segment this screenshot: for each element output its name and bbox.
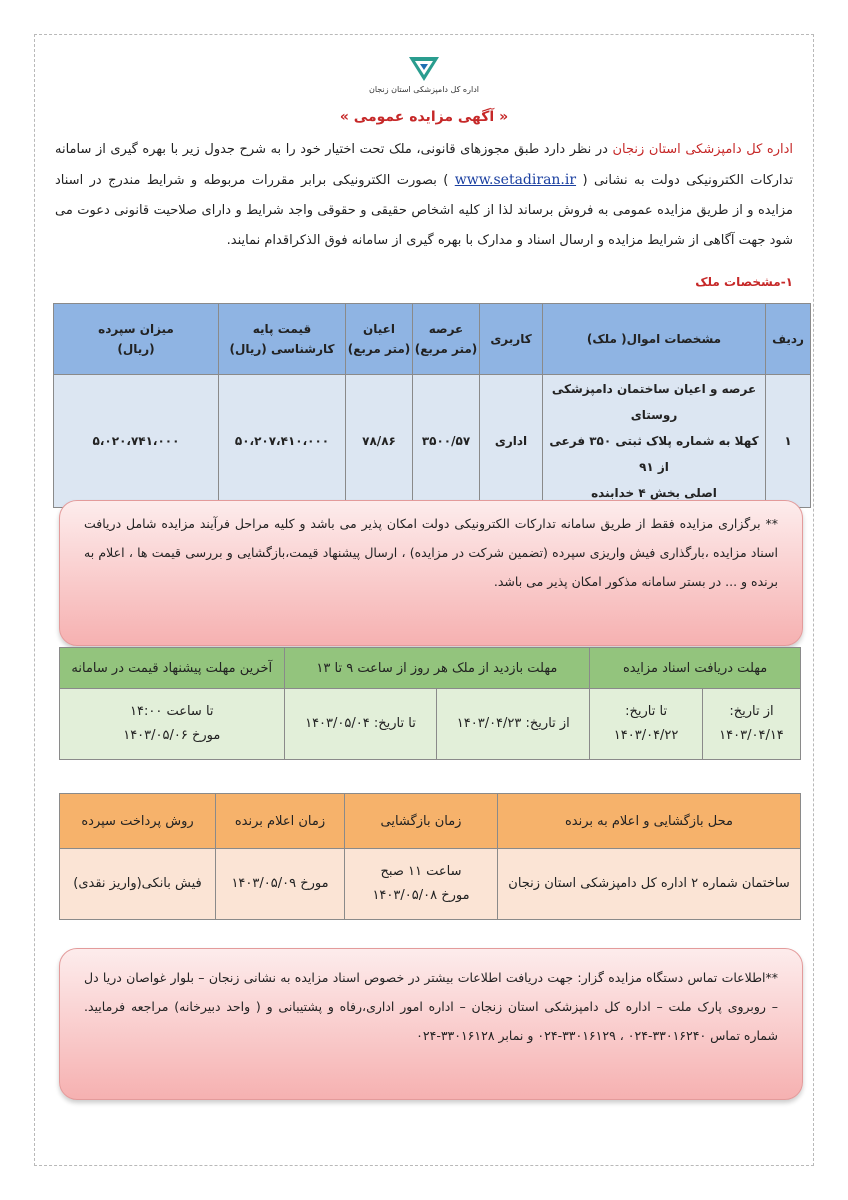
electronic-auction-note: ** برگزاری مزایده فقط از طریق سامانه تدارکات الکترونیکی دولت امکان پذیر می باشد و کلیه مراحل فرآیند مزایده شامل دریافت اسناد مزایده ،بارگذاری فیش واریزی سپرده (تضمین شرکت در مزایده) ، ارسال پیشنهاد قیمت،بازگشایی و بررسی قیمت ها ، اعلام به برنده و ... در بستر سامانه مذکور امکان پذیر می باشد. xyxy=(59,500,803,646)
bid-deadline-time: تا ساعت ۱۴:۰۰ xyxy=(130,704,214,719)
header-land-area xyxy=(413,304,480,375)
property-header-row xyxy=(54,304,811,375)
cell-winner-announce: مورخ ۱۴۰۳/۰۵/۰۹ xyxy=(216,849,345,920)
header-base-price-label: قیمت پایه xyxy=(252,322,312,336)
property-spec-line: اصلی بخش ۴ خدابنده xyxy=(591,486,717,500)
header-base-price-unit: کارشناسی (ریال) xyxy=(229,342,335,356)
cell-deposit: ۵،۰۲۰،۷۴۱،۰۰۰ xyxy=(54,375,219,508)
schedule-table xyxy=(59,647,801,760)
header-opening-place: محل بازگشایی و اعلام به برنده xyxy=(498,794,801,849)
cell-property-spec xyxy=(543,375,766,508)
intro-text-part2: ) بصورت الکترونیکی برابر مقررات مربوطه و شرایط مندرج در اسناد مزایده و از طریق مزایده عمومی به فروش برساند لذا از کلیه اشخاص حقیقی و حقوقی واجد شرایط و دارای صلاحیت قانونی دعوت می شود جهت آگاهی از شرایط مزایده و ارسال اسناد و مدارک با بهره گیری از سامانه فوق الذکراقدام نمایند. xyxy=(55,173,793,248)
documents-from-date: ۱۴۰۳/۰۴/۱۴ xyxy=(719,728,784,743)
header-deposit-label: میزان سپرده xyxy=(98,322,174,336)
schedule-header-row xyxy=(60,648,801,689)
header-usage: کاربری xyxy=(480,304,543,375)
cell-base-price: ۵۰،۲۰۷،۴۱۰،۰۰۰ xyxy=(219,375,346,508)
header-deposit xyxy=(54,304,219,375)
cell-visit-from: از تاریخ: ۱۴۰۳/۰۴/۲۳ xyxy=(437,689,590,760)
bid-deadline-date: مورخ ۱۴۰۳/۰۵/۰۶ xyxy=(123,728,221,743)
cell-visit-to: تا تاریخ: ۱۴۰۳/۰۵/۰۴ xyxy=(284,689,437,760)
header-land-area-unit: (متر مربع) xyxy=(414,342,478,356)
header-visit-deadline: مهلت بازدید از ملک هر روز از ساعت ۹ تا ۱۳ xyxy=(284,648,590,689)
header-row-number: ردیف xyxy=(766,304,811,375)
cell-documents-to xyxy=(590,689,703,760)
contact-info-note: **اطلاعات تماس دستگاه مزایده گزار: جهت دریافت اطلاعات بیشتر در خصوص اسناد مزایده به نشانی زنجان – بلوار غواصان دریا دل – روبروی پارک ملت – اداره کل دامپزشکی استان زنجان – اداره امور اداری،رفاه و پشتیبانی و ( واحد دبیرخانه) مراجعه فرمایید. شماره تماس ۳۳۰۱۶۲۴۰-۰۲۴ ، ۳۳۰۱۶۱۲۹-۰۲۴ و نمابر ۳۳۰۱۶۱۲۸-۰۲۴ xyxy=(59,948,803,1100)
header-base-price xyxy=(219,304,346,375)
website-link[interactable]: www.setadiran.ir xyxy=(454,172,577,188)
property-spec-line: کهلا به شماره پلاک ثبتی ۳۵۰ فرعی از ۹۱ xyxy=(549,434,759,474)
notice-page xyxy=(34,34,814,1166)
organization-name: اداره کل دامپزشکی استان زنجان xyxy=(612,142,793,157)
header-property-spec: مشخصات اموال( ملک) xyxy=(543,304,766,375)
table-row xyxy=(54,375,811,508)
intro-paragraph xyxy=(55,135,793,256)
property-table xyxy=(53,303,811,508)
header-payment-method: روش پرداخت سپرده xyxy=(60,794,216,849)
header-land-area-label: عرصه xyxy=(428,322,464,336)
cell-usage: اداری xyxy=(480,375,543,508)
documents-from-label: از تاریخ: xyxy=(729,704,774,719)
cell-land-area: ۳۵۰۰/۵۷ xyxy=(413,375,480,508)
table-row xyxy=(60,689,801,760)
header-building-area xyxy=(346,304,413,375)
documents-to-date: ۱۴۰۳/۰۴/۲۲ xyxy=(613,728,679,743)
documents-to-label: تا تاریخ: xyxy=(625,704,668,719)
cell-bid-deadline xyxy=(60,689,285,760)
header-building-area-label: اعیان xyxy=(363,322,395,336)
property-spec-line: عرصه و اعیان ساختمان دامپزشکی روستای xyxy=(551,382,757,422)
opening-time-date: مورخ ۱۴۰۳/۰۵/۰۸ xyxy=(372,888,470,903)
logo-caption: اداره کل دامپزشکی استان زنجان xyxy=(368,85,479,94)
cell-opening-time xyxy=(345,849,498,920)
header-documents-deadline: مهلت دریافت اسناد مزایده xyxy=(590,648,801,689)
opening-time-hour: ساعت ۱۱ صبح xyxy=(380,864,462,879)
header-building-area-unit: (متر مربع) xyxy=(347,342,411,356)
section-title: ۱-مشخصات ملک xyxy=(695,275,793,289)
header-opening-time: زمان بازگشایی xyxy=(345,794,498,849)
cell-row-number: ۱ xyxy=(766,375,811,508)
header-bid-deadline: آخرین مهلت پیشنهاد قیمت در سامانه xyxy=(60,648,285,689)
cell-building-area: ۷۸/۸۶ xyxy=(346,375,413,508)
cell-documents-from xyxy=(702,689,800,760)
header-winner-announce: زمان اعلام برنده xyxy=(216,794,345,849)
intro-text-part1: در نظر دارد طبق مجوزهای قانونی، ملک تحت اختیار خود را به شرح جدول زیر با بهره گیری از سامانه تدارکات الکترونیکی دولت به نشانی ( xyxy=(55,142,793,188)
veterinary-logo-icon xyxy=(406,53,442,85)
opening-table xyxy=(59,793,801,920)
cell-opening-place: ساختمان شماره ۲ اداره کل دامپزشکی استان زنجان xyxy=(498,849,801,920)
table-row xyxy=(60,849,801,920)
header-deposit-unit: (ریال) xyxy=(117,342,155,356)
header-logo xyxy=(35,53,813,95)
cell-payment-method: فیش بانکی(واریز نقدی) xyxy=(60,849,216,920)
notice-headline: « آگهی مزایده عمومی » xyxy=(339,109,509,125)
opening-header-row xyxy=(60,794,801,849)
